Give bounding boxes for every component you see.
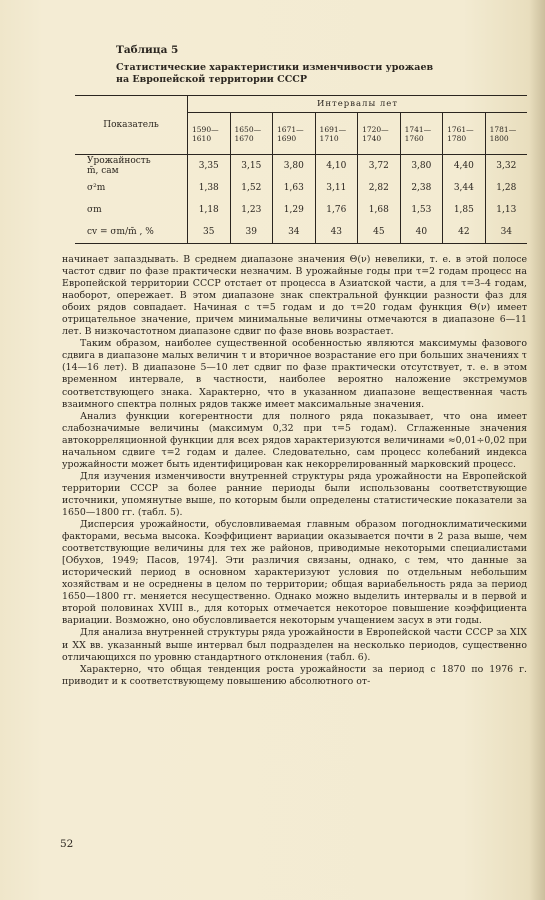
period-header: 1650— 1670 [230, 113, 273, 155]
table-cell: 3,11 [315, 177, 358, 199]
period-header: 1590— 1610 [188, 113, 231, 155]
table-cell: 4,40 [443, 155, 486, 178]
paragraph: Дисперсия урожайности, обусловливаемая главным образом погодноклиматическими факторами, весьма высока. Коэффициент вариации оказывается почти в 2 раза выше, чем соответствующие величины для тех же районов, приводимые некоторыми специалистами [Обухов, 1949; Пасов, 1974]. Эти различия связаны, однако, с тем, что данные за исторический период в основном характеризуют условия по отдельным небольшим хозяйствам и не осреднены в целом по территории; общая вариабельность ряда за период 1650—1800 гг. меняется несущественно. Однако можно выделить интервалы и в первой и второй половинах XVIII в., для которых отмечается некоторое повышение коэффициента вариации. Возможно, оно обусловливается некоторым учащением засух в эти годы. [62, 519, 527, 627]
table-cell: 34 [485, 221, 527, 244]
row-label: σ²m [75, 177, 188, 199]
period-header: 1691— 1710 [315, 113, 358, 155]
table-cell: 1,85 [443, 199, 486, 221]
table-cell: 3,15 [230, 155, 273, 178]
table-row [75, 177, 527, 199]
table-cell: 4,10 [315, 155, 358, 178]
statistics-table [75, 95, 527, 244]
table-row [75, 221, 527, 244]
table-cell: 1,13 [485, 199, 527, 221]
table-cell: 1,52 [230, 177, 273, 199]
paragraph: Характерно, что общая тенденция роста урожайности за период с 1870 по 1976 г. приводит и к соответствующему повышению абсолютного от- [62, 663, 527, 687]
table-cell: 34 [273, 221, 316, 244]
table-cell: 3,32 [485, 155, 527, 178]
paragraph: Анализ функции когерентности для полного ряда показывает, что она имеет слабозначимые величины (максимум 0,32 при τ=5 годам). Сглаженные значения автокорреляционной функции для всех рядов характеризуются величинами ≈0,01÷0,02 при начальном сдвиге τ=2 годам и далее. Следовательно, сам процесс колебаний индекса урожайности может быть идентифицирован как некоррелированный марковский процесс. [62, 410, 527, 470]
table-cell: 45 [358, 221, 401, 244]
table-cell: 1,53 [400, 199, 443, 221]
row-label: σm [75, 199, 188, 221]
paragraph: Для анализа внутренней структуры ряда урожайности в Европейской части СССР за XIX и XX вв. указанный выше интервал был подразделен на несколько периодов, существенно отличающихся по уровню стандартного отклонения (табл. 6). [62, 627, 527, 663]
table-cell: 2,82 [358, 177, 401, 199]
param-header: Показатель [75, 96, 188, 155]
group-header: Интервалы лет [188, 96, 528, 113]
table-cell: 1,63 [273, 177, 316, 199]
table-cell: 1,68 [358, 199, 401, 221]
table-cell: 39 [230, 221, 273, 244]
table-cell: 42 [443, 221, 486, 244]
table-cell: 3,80 [400, 155, 443, 178]
page-edge-shadow [529, 0, 545, 900]
table-number: Таблица 5 [116, 44, 179, 56]
page-number: 52 [60, 838, 74, 850]
table-cell: 2,38 [400, 177, 443, 199]
table-cell: 1,38 [198, 183, 219, 193]
table-cell: 3,72 [358, 155, 401, 178]
table-cell: 3,80 [273, 155, 316, 178]
table-caption: Статистические характеристики изменчивости урожаев на Европейской территории СССР [116, 62, 434, 85]
period-header: 1741— 1760 [400, 113, 443, 155]
table-cell: 1,76 [315, 199, 358, 221]
table-cell: 35 [188, 221, 231, 244]
table-cell: 3,44 [443, 177, 486, 199]
table-cell: 1,29 [273, 199, 316, 221]
period-header: 1671— 1690 [273, 113, 316, 155]
row-label: Урожайность m̄, сам [75, 155, 188, 178]
paragraph: Для изучения изменчивости внутренней структуры ряда урожайности на Европейской территории СССР за более ранние периоды были использованы соответствующие источники, упомянутые выше, по которым были определены статистические показатели за 1650—1800 гг. (табл. 5). [62, 470, 527, 518]
table-cell: 43 [315, 221, 358, 244]
table-row [75, 199, 527, 221]
table-cell: 3,35 [198, 161, 219, 171]
paragraph: Таким образом, наиболее существенной особенностью являются максимумы фазового сдвига в диапазоне малых величин τ и вторичное возрастание его при больших значениях τ (14—16 лет). В диапазоне 5—10 лет сдвиг по фазе практически отсутствует, т. е. в этом временном интервале, в частности, наиболее вероятно наложение экстремумов соответствующего знака. Характерно, что в указанном диапазоне вещественная часть взаимного спектра полных рядов также имеет максимальные значения. [62, 338, 527, 410]
period-header: 1761— 1780 [443, 113, 486, 155]
body-text [62, 254, 527, 688]
table-row [75, 155, 527, 178]
row-label: cv = σm/m̄ , % [75, 221, 188, 244]
table-cell: 1,28 [485, 177, 527, 199]
table-cell: 1,18 [198, 205, 219, 215]
period-header: 1781— 1800 [485, 113, 527, 155]
paragraph: начинает запаздывать. В среднем диапазоне значения Θ(ν) невелики, т. е. в этой полосе частот сдвиг по фазе практически незначим. В урожайные годы при τ=2 годам процесс на Европейской территории СССР отстает от процесса в Азиатской части, а для τ=3–4 годам, наоборот, опережает. В этом диапазоне знак спектральной функции разности фаз для обоих рядов совпадает. Начиная с τ=5 годам и до τ=20 годам функция Θ(ν) имеет отрицательное значение, причем минимальные величины отмечаются в диапазоне 6—11 лет. В низкочастотном диапазоне сдвиг по фазе вновь возрастает. [62, 254, 527, 338]
table-cell: 40 [400, 221, 443, 244]
table-cell: 1,23 [230, 199, 273, 221]
period-header: 1720— 1740 [358, 113, 401, 155]
